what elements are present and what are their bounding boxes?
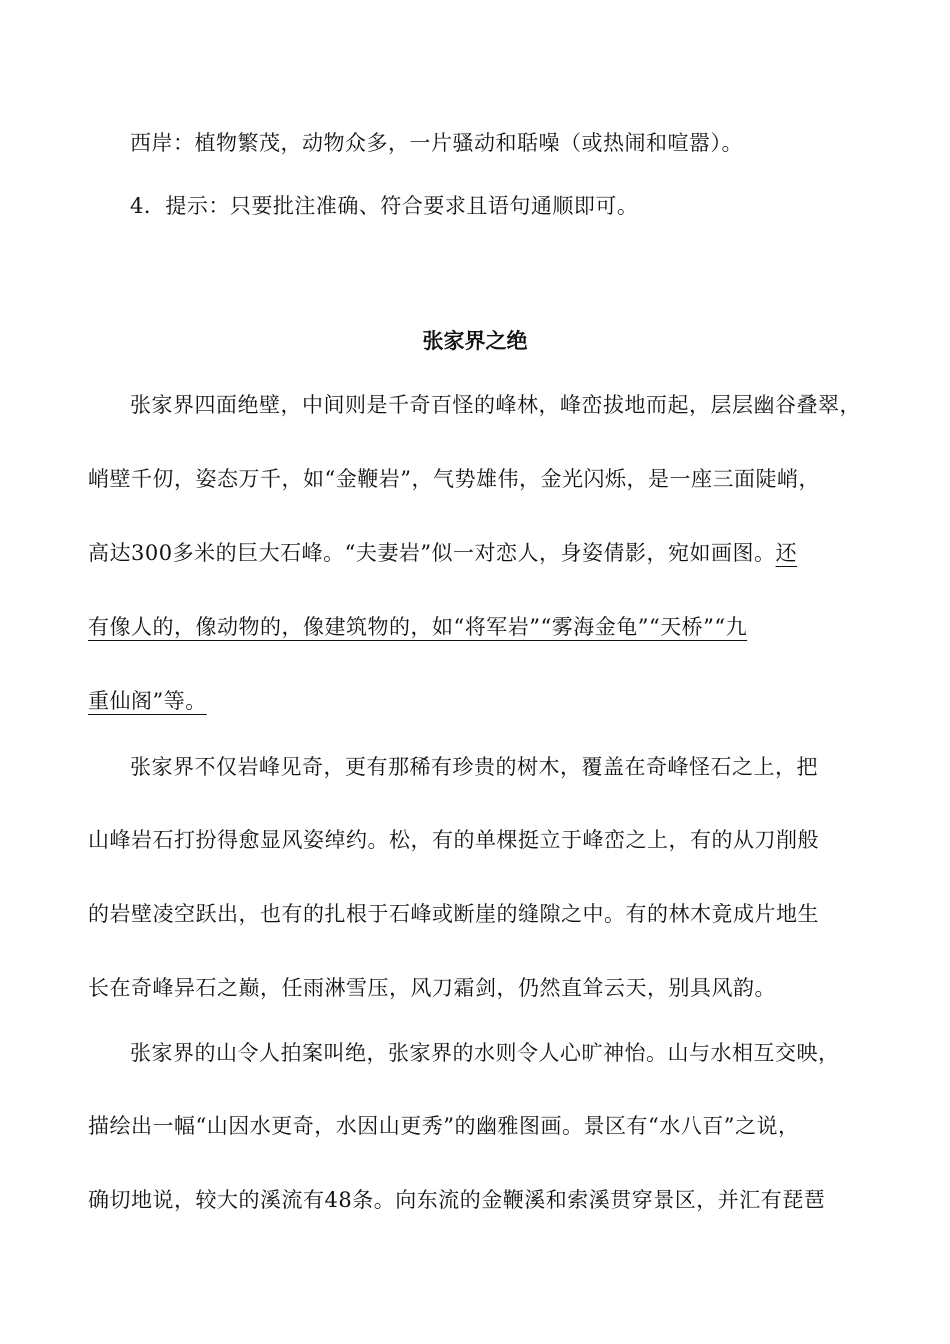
p1-underlined-start: 还: [775, 541, 798, 565]
p1-line-5: [88, 686, 878, 716]
article-title: 张家界之绝: [422, 329, 528, 353]
answer-line-west-bank: 西岸：植物繁茂，动物众多，一片骚动和聒噪（或热闹和喧嚣）。: [130, 131, 743, 155]
p1-line-3-text: 高达300多米的巨大石峰。“夫妻岩”似一对恋人，身姿倩影，宛如画图。: [88, 541, 776, 565]
p1-underlined-end: 重仙阁”等。: [88, 689, 207, 713]
p1-line-3: [88, 538, 878, 568]
p1-line-1: 张家界四面绝壁，中间则是千奇百怪的峰林，峰峦拔地而起，层层幽谷叠翠，: [130, 393, 861, 417]
p1-line-2: 峭壁千仞，姿态万千，如“金鞭岩”，气势雄伟，金光闪烁，是一座三面陡峭，: [88, 467, 820, 491]
answer-line-hint: 4．提示：只要批注准确、符合要求且语句通顺即可。: [130, 194, 639, 218]
p3-line-1: 张家界的山令人拍案叫绝，张家界的水则令人心旷神怡。山与水相互交映，: [130, 1041, 840, 1065]
p1-underlined-middle: 有像人的，像动物的，像建筑物的，如“将军岩”“雾海金龟”“天桥”“九: [88, 615, 748, 639]
p1-line-4: [88, 612, 878, 642]
p2-line-2: 山峰岩石打扮得愈显风姿绰约。松，有的单棵挺立于峰峦之上，有的从刀削般: [88, 828, 819, 852]
p3-line-2: 描绘出一幅“山因水更奇，水因山更秀”的幽雅图画。景区有“水八百”之说，: [88, 1114, 800, 1138]
p2-line-3: 的岩壁凌空跃出，也有的扎根于石峰或断崖的缝隙之中。有的林木竟成片地生: [88, 902, 819, 926]
p2-line-1: 张家界不仅岩峰见奇，更有那稀有珍贵的树木，覆盖在奇峰怪石之上，把: [130, 755, 818, 779]
p2-line-4: 长在奇峰异石之巅，任雨淋雪压，风刀霜剑，仍然直耸云天，别具风韵。: [88, 976, 776, 1000]
p3-line-3: 确切地说，较大的溪流有48条。向东流的金鞭溪和索溪贯穿景区，并汇有琵琶: [88, 1188, 826, 1212]
